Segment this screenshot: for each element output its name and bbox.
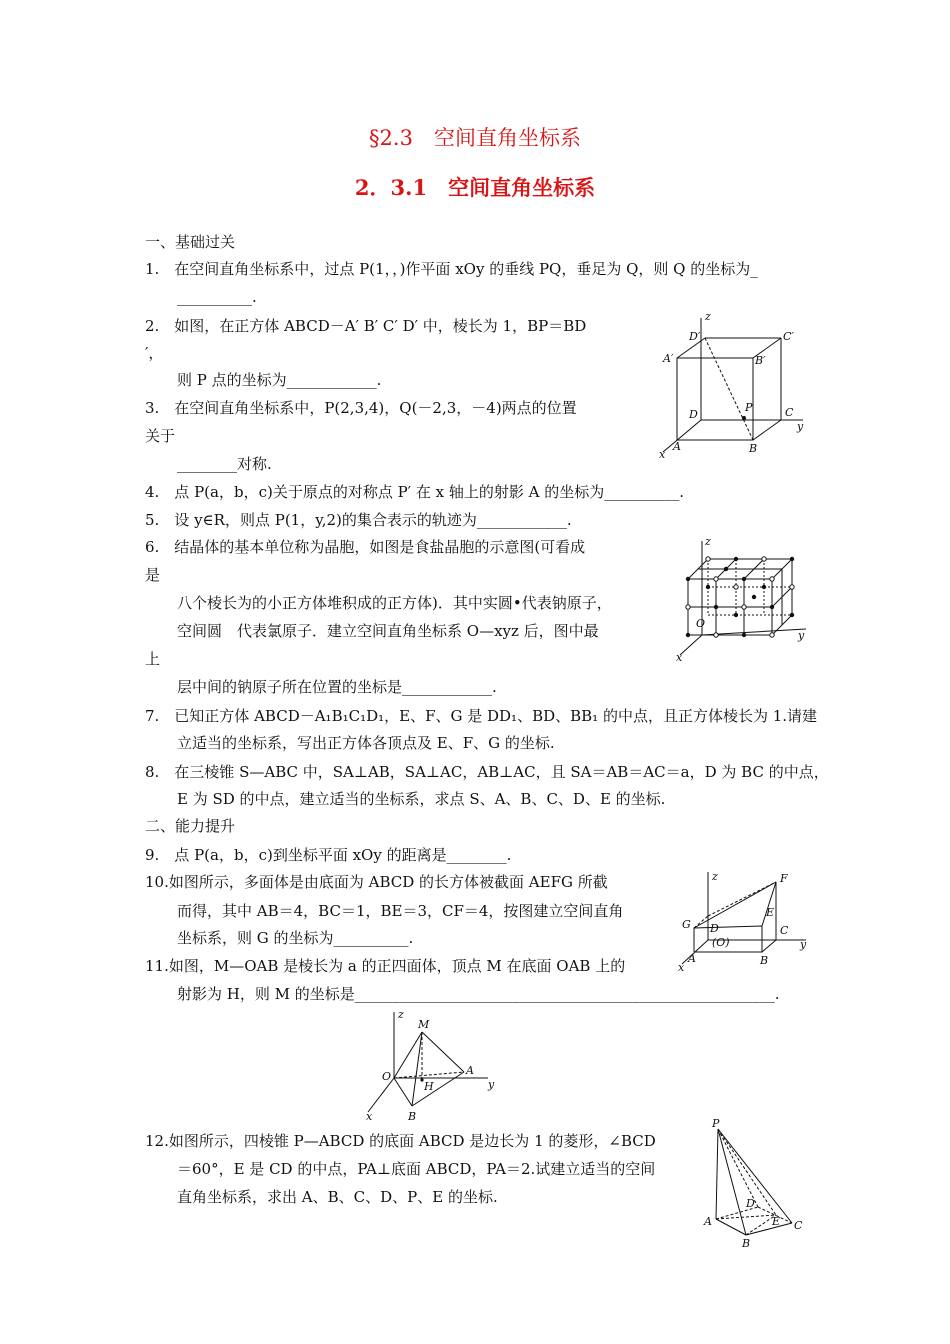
q10-line2: 而得，其中 AB＝4，BC＝1，BE＝3，CF＝4，按图建立空间直角 <box>177 902 624 920</box>
tetra-label-H: H <box>424 1080 434 1093</box>
cube-figure <box>655 310 815 460</box>
pyramid-label-D: D <box>746 1197 755 1210</box>
poly-label-G: G <box>682 918 691 931</box>
cube-label-P: P <box>745 401 753 414</box>
poly-label-D: D <box>710 922 719 935</box>
q3-line2: 关于 <box>145 427 176 445</box>
q7-line1: 7. 已知正方体 ABCD－A₁B₁C₁D₁，E、F、G 是 DD₁、BD、BB₁ 的中点，且正方体棱长为 1.请建 <box>145 707 818 725</box>
q5-line1: 5. 设 y∈R，则点 P(1，y,2)的集合表示的轨迹为____________. <box>145 511 572 529</box>
crystal-label-O: O <box>696 617 706 630</box>
cube-label-Dp: D′ <box>689 330 701 343</box>
tetra-label-A: A <box>466 1064 474 1077</box>
poly-label-F: F <box>780 872 788 885</box>
cube-label-A: A <box>673 440 681 453</box>
part1-heading: 一、基础过关 <box>145 233 236 251</box>
q8-line2: E 为 SD 的中点，建立适当的坐标系，求点 S、A、B、C、D、E 的坐标. <box>177 790 666 808</box>
crystal-label-x: x <box>676 651 683 664</box>
q6-line6: 层中间的钠原子所在位置的坐标是____________. <box>177 678 497 696</box>
q2-line2: ′， <box>145 344 164 362</box>
q10-line3: 坐标系，则 G 的坐标为__________. <box>177 929 414 947</box>
polyhedron-figure <box>672 868 812 973</box>
poly-label-B: B <box>760 954 769 967</box>
crystal-label-z: z <box>705 535 711 548</box>
q6-line1: 6. 结晶体的基本单位称为晶胞，如图是食盐晶胞的示意图(可看成 <box>145 538 586 556</box>
crystal-label-y: y <box>798 629 805 642</box>
q11-line2: 射影为 H，则 M 的坐标是________________________________________________________. <box>177 985 780 1003</box>
tetra-label-B: B <box>408 1110 417 1123</box>
q4-line1: 4. 点 P(a，b，c)关于原点的对称点 P′ 在 x 轴上的射影 A 的坐标为__________. <box>145 483 684 501</box>
cube-label-D: D <box>689 408 698 421</box>
q11-line1: 11.如图，M—OAB 是棱长为 a 的正四面体，顶点 M 在底面 OAB 上的 <box>145 957 626 975</box>
cube-label-Cp: C′ <box>783 330 794 343</box>
tetra-label-x: x <box>366 1110 373 1123</box>
poly-label-E: E <box>766 906 775 919</box>
pyramid-label-C: C <box>794 1219 803 1232</box>
q6-line3: 八个棱长为的小正方体堆积成的正方体)．其中实圆•代表钠原子， <box>177 594 612 612</box>
q12-line2: ＝60°，E 是 CD 的中点，PA⊥底面 ABCD，PA＝2.试建立适当的空间 <box>177 1160 656 1178</box>
cube-label-y: y <box>797 420 804 433</box>
pyramid-label-E: E <box>772 1215 781 1228</box>
poly-label-C: C <box>780 924 789 937</box>
pyramid-label-P: P <box>712 1117 720 1130</box>
part2-heading: 二、能力提升 <box>145 817 236 835</box>
tetra-label-O: O <box>382 1070 392 1083</box>
q1-line1: 1. 在空间直角坐标系中，过点 P(1，，)作平面 xOy 的垂线 PQ，垂足为 Q，则 Q 的坐标为_ <box>145 260 758 278</box>
q9-line1: 9. 点 P(a，b，c)到坐标平面 xOy 的距离是________. <box>145 846 512 864</box>
crystal-figure <box>672 535 812 665</box>
section-title: §2.3 空间直角坐标系 <box>369 126 581 150</box>
q2-line3: 则 P 点的坐标为____________. <box>177 371 382 389</box>
pyramid-label-B: B <box>742 1237 751 1250</box>
q6-line5: 上 <box>145 650 161 668</box>
q2-line1: 2. 如图，在正方体 ABCD－A′ B′ C′ D′ 中，棱长为 1，BP＝BD <box>145 317 587 335</box>
q10-line1: 10.如图所示，多面体是由底面为 ABCD 的长方体被截面 AEFG 所截 <box>145 873 608 891</box>
q3-line1: 3. 在空间直角坐标系中，P(2,3,4)，Q(－2,3，－4)两点的位置 <box>145 399 577 417</box>
cube-label-z: z <box>705 310 711 323</box>
tetra-label-M: M <box>418 1018 430 1031</box>
q12-line3: 直角坐标系，求出 A、B、C、D、P、E 的坐标. <box>177 1188 498 1206</box>
q7-line2: 立适当的坐标系，写出正方体各顶点及 E、F、G 的坐标. <box>177 734 555 752</box>
q1-line2: __________. <box>177 288 257 306</box>
q3-line3: ________对称. <box>177 455 272 473</box>
cube-label-B: B <box>749 442 758 455</box>
tetra-label-z: z <box>398 1008 404 1021</box>
cube-label-Bp: B′ <box>755 354 766 367</box>
q8-line1: 8. 在三棱锥 S—ABC 中，SA⊥AB，SA⊥AC，AB⊥AC，且 SA＝AB＝AC＝a，D 为 BC 的中点， <box>145 763 829 781</box>
cube-label-C: C <box>785 406 794 419</box>
cube-label-Ap: A′ <box>663 352 674 365</box>
poly-label-y: y <box>800 938 807 951</box>
q6-line2: 是 <box>145 566 161 584</box>
pyramid-figure <box>700 1115 810 1250</box>
poly-label-O: (O) <box>712 936 730 949</box>
q6-line4: 空间圆 代表氯原子．建立空间直角坐标系 O—xyz 后，图中最 <box>177 622 599 640</box>
pyramid-label-A: A <box>704 1215 712 1228</box>
poly-label-x: x <box>678 961 685 973</box>
cube-label-x: x <box>659 448 666 460</box>
poly-label-z: z <box>712 870 718 883</box>
q12-line1: 12.如图所示，四棱锥 P—ABCD 的底面 ABCD 是边长为 1 的菱形，∠BCD <box>145 1132 656 1150</box>
tetra-label-y: y <box>488 1078 495 1091</box>
subsection-title: 2．3.1 空间直角坐标系 <box>354 175 596 200</box>
poly-label-A: A <box>688 952 696 965</box>
tetrahedron-figure <box>360 1008 510 1123</box>
